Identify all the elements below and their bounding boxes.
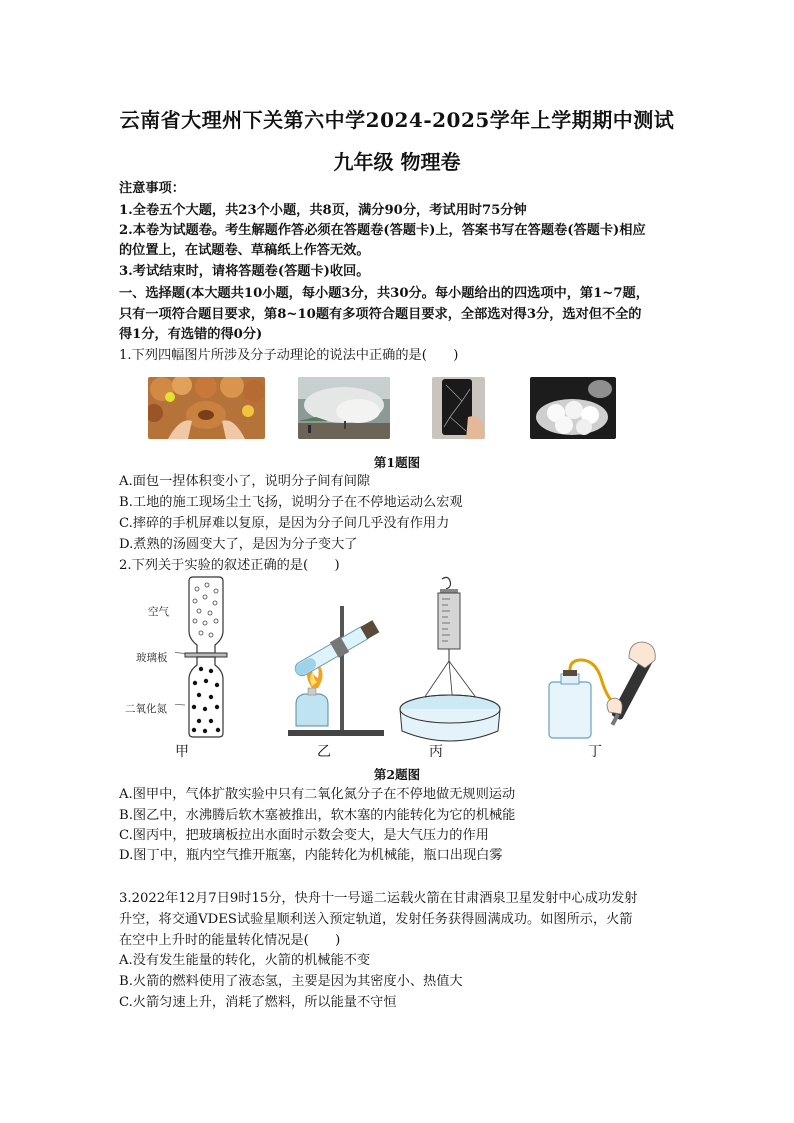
figure-label-jia: 甲 <box>175 744 189 760</box>
note-line: 2.本卷为试题卷。考生解题作答必须在答题卷(答题卡)上，答案书写在答题卷(答题卡)相应 <box>119 223 646 238</box>
question-stem: 2.下列关于实验的叙述正确的是( ) <box>119 558 340 573</box>
exam-title: 云南省大理州下关第六中学2024-2025学年上学期期中测试 <box>119 108 675 132</box>
glass-plate-label: 玻璃板 <box>136 652 168 664</box>
dumplings-photo <box>530 377 616 439</box>
figure-label-yi: 乙 <box>317 744 331 760</box>
question-stem-line: 在空中上升时的能量转化情况是( ) <box>119 933 341 948</box>
option-b: B.火箭的燃料使用了液态氢，主要是因为其密度小、热值大 <box>119 974 463 989</box>
no2-label: 二氧化氮 <box>125 703 167 715</box>
broken-phone-photo <box>432 377 485 439</box>
figure-caption: 第1题图 <box>373 455 421 470</box>
spring-scale-diagram <box>398 575 503 745</box>
bottle-pump-diagram <box>545 638 665 744</box>
section-heading-line: 得1分，有选错的得0分) <box>119 327 263 342</box>
figure-caption: 第2题图 <box>373 767 421 782</box>
option-c: C.图丙中，把玻璃板拉出水面时示数会变大，是大气压力的作用 <box>119 828 489 843</box>
option-a: A.图甲中，气体扩散实验中只有二氧化氮分子在不停地做无规则运动 <box>119 787 516 802</box>
boiling-tube-diagram <box>278 600 396 740</box>
option-c: C.摔碎的手机屏难以复原，是因为分子间几乎没有作用力 <box>119 516 450 531</box>
option-b: B.图乙中，水沸腾后软木塞被推出，软木塞的内能转化为它的机械能 <box>119 808 516 823</box>
exam-subtitle: 九年级 物理卷 <box>333 150 461 174</box>
bread-photo <box>148 377 265 439</box>
dust-site-photo <box>298 377 390 439</box>
note-line: 3.考试结束时，请将答题卷(答题卡)收回。 <box>119 264 370 279</box>
option-a: A.面包一捏体积变小了，说明分子间有间隙 <box>119 474 371 489</box>
note-line: 的位置上，在试题卷、草稿纸上作答无效。 <box>119 243 370 258</box>
figure-label-ding: 丁 <box>588 744 602 760</box>
option-a: A.没有发生能量的转化，火箭的机械能不变 <box>119 953 371 968</box>
note-line: 1.全卷五个大题，共23个小题，共8页，满分90分，考试用时75分钟 <box>119 203 527 218</box>
option-c: C.火箭匀速上升，消耗了燃料，所以能量不守恒 <box>119 995 397 1010</box>
question-stem: 1.下列四幅图片所涉及分子动理论的说法中正确的是( ) <box>119 348 459 363</box>
option-d: D.煮熟的汤圆变大了，是因为分子变大了 <box>119 537 358 552</box>
question-stem-line: 3.2022年12月7日9时15分，快舟十一号遥二运载火箭在甘肃酒泉卫星发射中心成功发射 <box>119 891 638 906</box>
option-d: D.图丁中，瓶内空气推开瓶塞，内能转化为机械能，瓶口出现白雾 <box>119 848 503 863</box>
gas-diffusion-diagram <box>175 575 245 740</box>
option-b: B.工地的施工现场尘土飞扬，说明分子在不停地运动么宏观 <box>119 495 463 510</box>
notes-heading: 注意事项： <box>119 181 185 196</box>
section-heading-line: 一、选择题(本大题共10小题，每小题3分，共30分。每小题给出的四选项中，第1~7题， <box>119 286 649 301</box>
section-heading-line: 只有一项符合题目要求，第8~10题有多项符合题目要求，全部选对得3分，选对但不全的 <box>119 307 642 322</box>
figure-label-bing: 丙 <box>429 744 443 760</box>
air-label: 空气 <box>148 606 169 618</box>
question-stem-line: 升空，将交通VDES试验星顺利送入预定轨道，发射任务获得圆满成功。如图所示，火箭 <box>119 912 633 927</box>
